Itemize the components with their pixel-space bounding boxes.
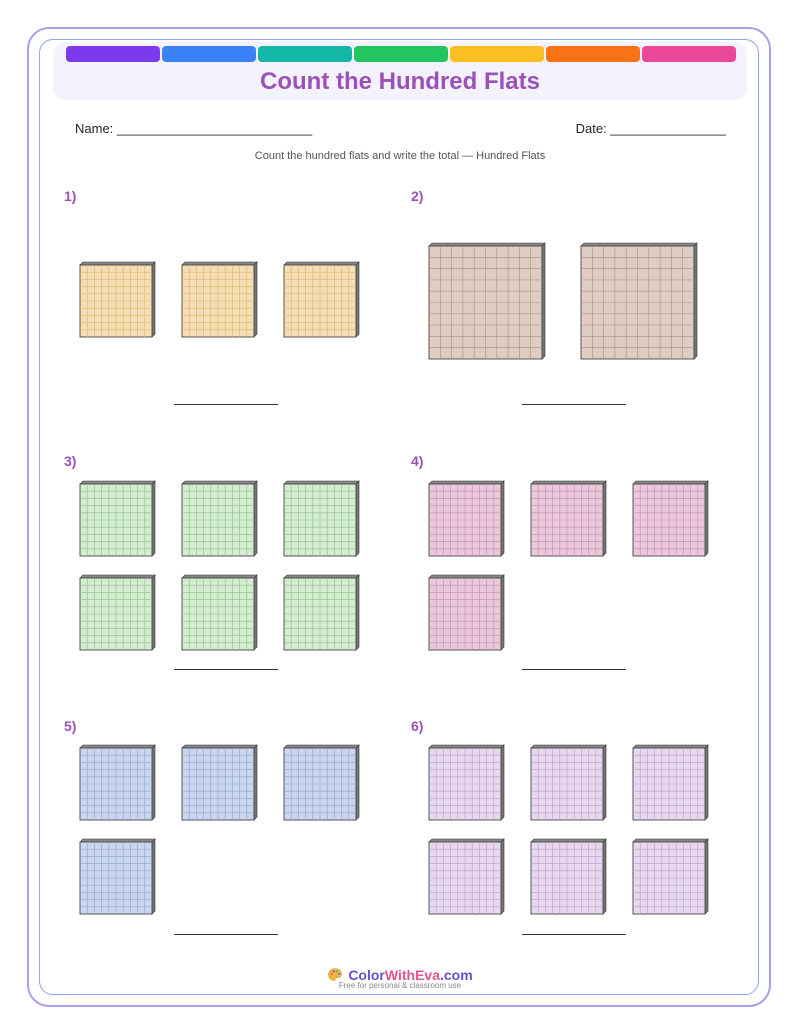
brand-part-3: .com <box>439 967 473 983</box>
hundred-flat <box>182 575 257 650</box>
hundred-flat <box>531 481 606 556</box>
hundred-flat <box>182 745 257 820</box>
hundred-flat <box>581 243 697 359</box>
brand-part-1: Color <box>348 967 385 983</box>
hundred-flat <box>182 481 257 556</box>
footer-tagline: Free for personal & classroom use <box>338 981 462 990</box>
hundred-flat <box>80 839 155 914</box>
brand-part-2: WithEva <box>384 967 440 983</box>
hundred-flat <box>284 575 359 650</box>
hundred-flat <box>633 745 708 820</box>
hundred-flat <box>531 745 606 820</box>
hundred-flat <box>80 575 155 650</box>
worksheet-title: Count the Hundred Flats <box>260 68 540 95</box>
problem-3-number: 3) <box>64 453 77 469</box>
problem-5-number: 5) <box>64 718 77 734</box>
problem-2-number: 2) <box>411 188 424 204</box>
problem-1-number: 1) <box>64 188 77 204</box>
hundred-flat <box>284 481 359 556</box>
hundred-flat <box>633 481 708 556</box>
hundred-flat <box>284 262 359 337</box>
hundred-flat <box>429 243 545 359</box>
hundred-flat <box>429 745 504 820</box>
hundred-flat <box>429 575 504 650</box>
problem-6-number: 6) <box>411 718 424 734</box>
hundred-flat <box>284 745 359 820</box>
hundred-flat <box>182 262 257 337</box>
problem-4-number: 4) <box>411 453 424 469</box>
date-field[interactable]: Date: ________________ <box>575 121 726 136</box>
hundred-flat <box>429 839 504 914</box>
hundred-flat <box>429 481 504 556</box>
hundred-flat <box>531 839 606 914</box>
hundred-flat <box>80 262 155 337</box>
footer <box>0 967 800 990</box>
hundred-flat <box>80 481 155 556</box>
hundred-flat <box>80 745 155 820</box>
instructions-text: Count the hundred flats and write the total — Hundred Flats <box>254 150 546 162</box>
name-field[interactable]: Name: ___________________________ <box>75 121 313 136</box>
hundred-flat <box>633 839 708 914</box>
